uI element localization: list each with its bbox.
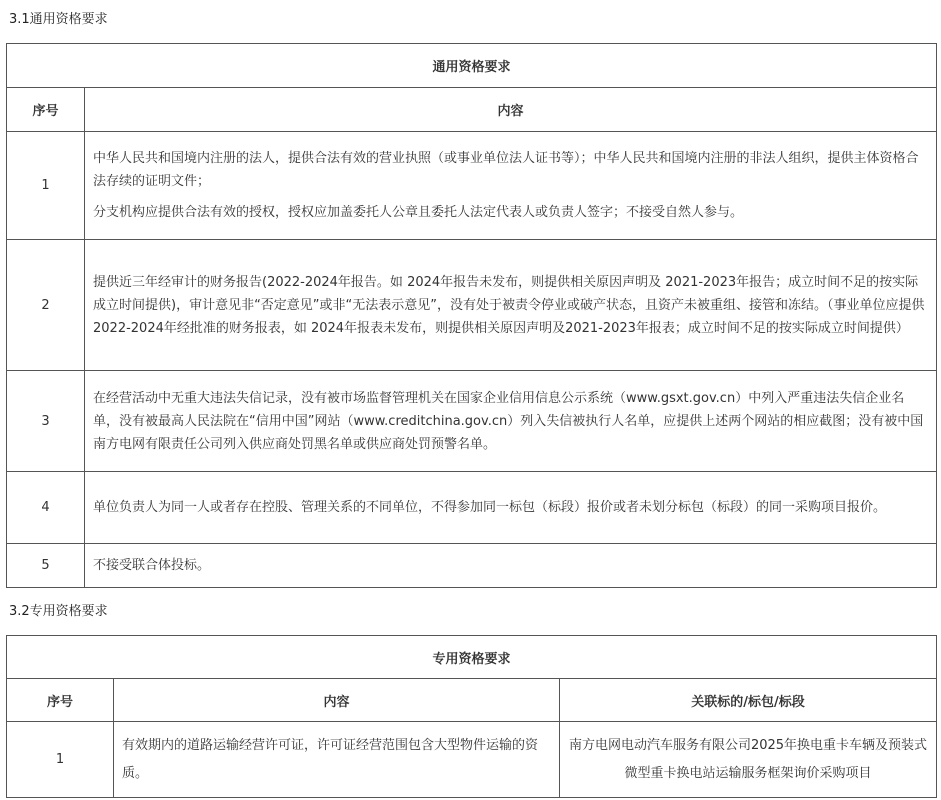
row-index: 5	[7, 544, 85, 588]
row-content	[85, 371, 937, 472]
section-1-title: 3.1通用资格要求	[9, 12, 108, 27]
row-paragraph: 中华人民共和国境内注册的法人，提供合法有效的营业执照（或事业单位法人证书等）；中华人民共和国境内注册的非法人组织，提供主体资格合法存续的证明文件；	[93, 151, 919, 189]
table-row	[7, 722, 937, 798]
header-content: 内容	[85, 88, 937, 132]
header-content: 内容	[114, 679, 560, 722]
header-related: 关联标的/标包/标段	[560, 679, 937, 722]
row-paragraph: 单位负责人为同一人或者存在控股、管理关系的不同单位，不得参加同一标包（标段）报价或者未划分标包（标段）的同一采购项目报价。	[93, 500, 887, 515]
header-index: 序号	[7, 88, 85, 132]
table-row	[7, 544, 937, 588]
table-title: 专用资格要求	[7, 636, 937, 679]
table-row	[7, 472, 937, 544]
general-qualification-table	[6, 43, 937, 588]
specific-qualification-table	[6, 635, 937, 798]
row-paragraph: 分支机构应提供合法有效的授权，授权应加盖委托人公章且委托人法定代表人或负责人签字；不接受自然人参与。	[93, 205, 744, 220]
table-row	[7, 371, 937, 472]
section-2-title: 3.2专用资格要求	[9, 604, 108, 619]
row-content	[85, 132, 937, 240]
row-paragraph: 提供近三年经审计的财务报告(2022-2024年报告。如 2024年报告未发布，则提供相关原因声明及 2021-2023年报告；成立时间不足的按实际成立时间提供)，审计意见非“否定意见”或非“无法表示意见”，没有处于被责令停业或破产状态，且资产未被重组、接管和冻结。（事业单位应提供 2022-2024年经批准的财务报表，如 2024年报表未发布，则提供相关原因声明及2021-2023年报表；成立时间不足的按实际成立时间提供）	[93, 274, 925, 336]
row-content	[85, 472, 937, 544]
row-content	[85, 240, 937, 371]
row-content: 有效期内的道路运输经营许可证，许可证经营范围包含大型物件运输的资质。	[114, 722, 560, 798]
row-index: 1	[7, 722, 114, 798]
header-index: 序号	[7, 679, 114, 722]
table-title: 通用资格要求	[7, 44, 937, 88]
row-index: 3	[7, 371, 85, 472]
table-row	[7, 132, 937, 240]
row-content	[85, 544, 937, 588]
row-index: 2	[7, 240, 85, 371]
row-paragraph: 在经营活动中无重大违法失信记录，没有被市场监督管理机关在国家企业信用信息公示系统（www.gsxt.gov.cn）中列入严重违法失信企业名单，没有被最高人民法院在“信用中国”网站（www.creditchina.gov.cn）列入失信被执行人名单，应提供上述两个网站的相应截图；没有被中国南方电网有限责任公司列入供应商处罚黑名单或供应商处罚预警名单。	[93, 390, 924, 452]
row-related: 南方电网电动汽车服务有限公司2025年换电重卡车辆及预装式微型重卡换电站运输服务框架询价采购项目	[560, 722, 937, 798]
table-row	[7, 240, 937, 371]
row-index: 4	[7, 472, 85, 544]
row-paragraph: 不接受联合体投标。	[93, 558, 211, 573]
row-index: 1	[7, 132, 85, 240]
